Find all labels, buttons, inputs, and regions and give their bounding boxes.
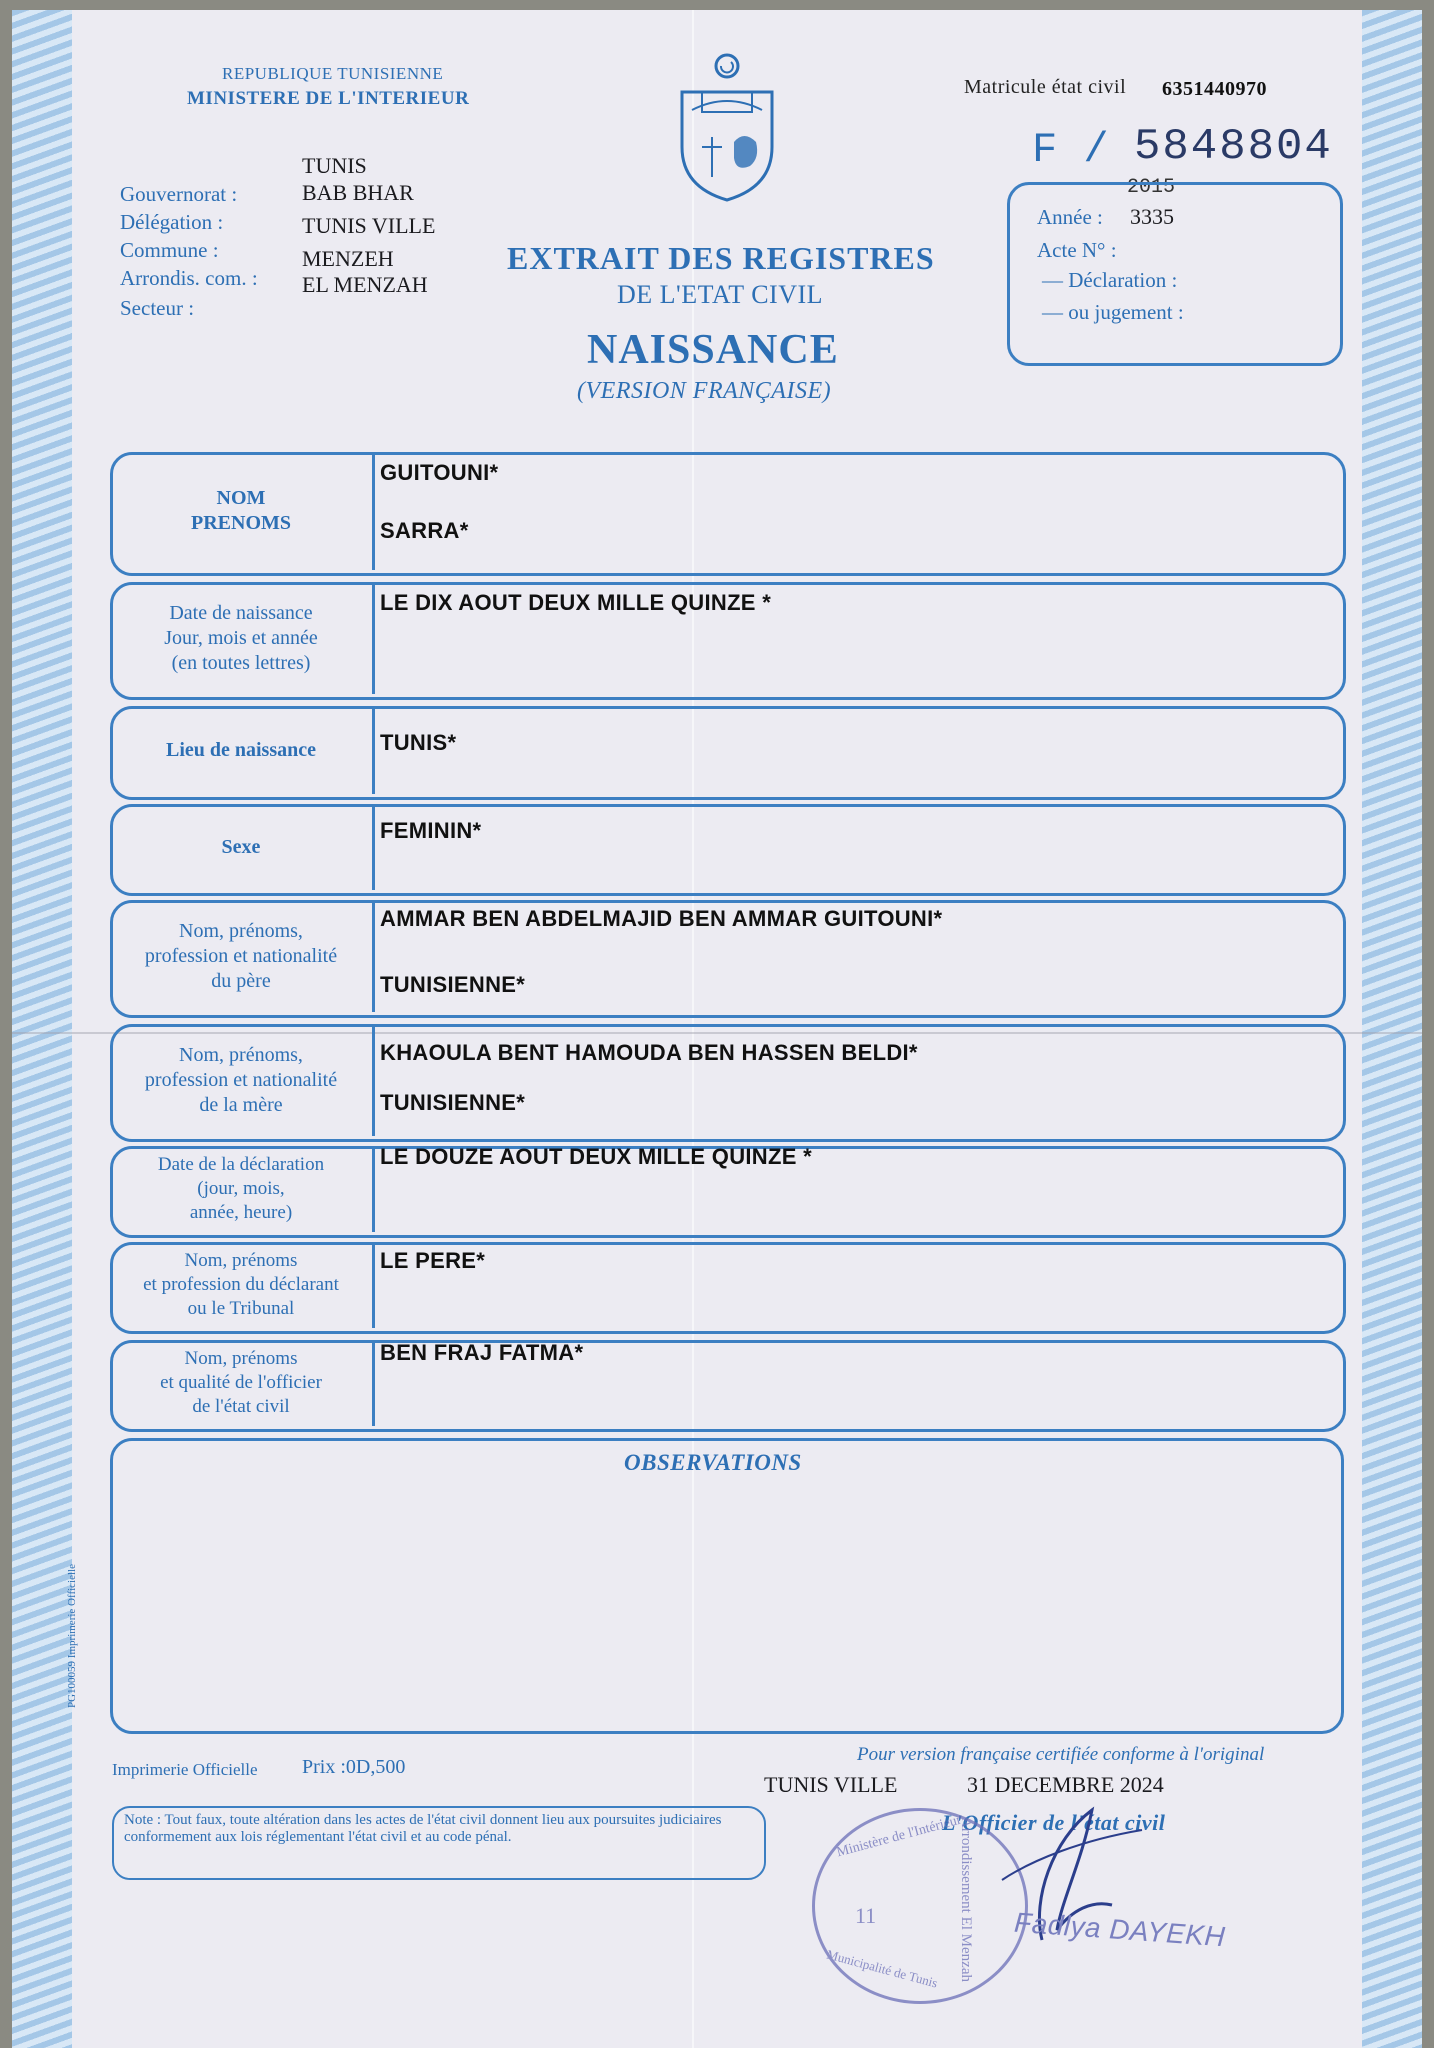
label-declarant: Nom, prénoms et profession du déclarant ou le Tribunal bbox=[110, 1242, 375, 1328]
value-pere-nationalite: TUNISIENNE* bbox=[380, 972, 526, 997]
gouvernorat-value: BAB BHAR bbox=[302, 180, 414, 205]
jugement-label: — ou jugement : bbox=[1042, 300, 1184, 324]
delegation-label: Délégation : bbox=[120, 210, 224, 234]
label-officier: Nom, prénoms et qualité de l'officier de l'état civil bbox=[110, 1340, 375, 1426]
issue-place: TUNIS VILLE bbox=[764, 1772, 898, 1797]
value-declarant: LE PERE* bbox=[380, 1248, 486, 1273]
annee-label: Année : bbox=[1037, 205, 1103, 229]
title-version: (VERSION FRANÇAISE) bbox=[577, 378, 832, 404]
acte-year-printed: 2015 bbox=[1127, 176, 1176, 199]
title-etat-civil: DE L'ETAT CIVIL bbox=[617, 280, 824, 309]
civil-registry-document bbox=[12, 10, 1422, 2048]
value-lieu-naissance: TUNIS* bbox=[380, 730, 457, 755]
label-pere: Nom, prénoms, profession et nationalité du père bbox=[110, 900, 375, 1012]
republic-header: REPUBLIQUE TUNISIENNE bbox=[222, 64, 444, 83]
city-value: TUNIS bbox=[302, 153, 367, 178]
label-mere: Nom, prénoms, profession et nationalité de la mère bbox=[110, 1024, 375, 1136]
issue-date: 31 DECEMBRE 2024 bbox=[967, 1772, 1164, 1797]
label-date-declaration: Date de la déclaration (jour, mois, année, heure) bbox=[110, 1146, 375, 1232]
observations-box bbox=[110, 1438, 1344, 1734]
serial-prefix: F / bbox=[1032, 126, 1110, 174]
certified-text: Pour version française certifiée conforme à l'original bbox=[857, 1744, 1265, 1765]
value-officier: BEN FRAJ FATMA* bbox=[380, 1340, 584, 1365]
price: Prix :0D,500 bbox=[302, 1756, 406, 1778]
value-date-declaration: LE DOUZE AOUT DEUX MILLE QUINZE * bbox=[380, 1144, 812, 1169]
label-lieu-naissance: Lieu de naissance bbox=[110, 706, 375, 794]
label-sexe: Sexe bbox=[110, 804, 375, 890]
value-sexe: FEMININ* bbox=[380, 818, 482, 843]
matricule-label: Matricule état civil bbox=[964, 76, 1127, 98]
stamp-line-4: 11 bbox=[855, 1903, 877, 1928]
commune-value: MENZEH bbox=[302, 246, 394, 271]
value-prenoms: SARRA* bbox=[380, 518, 469, 543]
gouvernorat-label: Gouvernorat : bbox=[120, 182, 238, 206]
acte-number-label: Acte N° : bbox=[1037, 238, 1117, 262]
title-naissance: NAISSANCE bbox=[587, 327, 839, 373]
delegation-value: TUNIS VILLE bbox=[302, 213, 436, 238]
annee-value: 3335 bbox=[1130, 204, 1174, 229]
label-nom-prenoms: NOM PRENOMS bbox=[110, 452, 375, 570]
decorative-border-right bbox=[1362, 10, 1422, 2048]
tunisia-coat-of-arms-icon bbox=[672, 52, 782, 202]
stamp-line-1: Ministère de l'Intérieur bbox=[835, 1812, 964, 1861]
legal-note: Note : Tout faux, toute altération dans les actes de l'état civil donnent lieu aux poursuites judiciaires conformement aux lois réglementant l'état civil et au code pénal. bbox=[124, 1812, 722, 1846]
decorative-border-left bbox=[12, 10, 72, 2048]
title-extrait: EXTRAIT DES REGISTRES bbox=[507, 240, 935, 276]
commune-label: Commune : bbox=[120, 238, 219, 262]
value-mere-nationalite: TUNISIENNE* bbox=[380, 1090, 526, 1115]
printer-label: Imprimerie Officielle bbox=[112, 1760, 258, 1779]
value-mere-nom: KHAOULA BENT HAMOUDA BEN HASSEN BELDI* bbox=[380, 1040, 918, 1065]
declaration-label: — Déclaration : bbox=[1042, 268, 1178, 292]
arrondis-label: Arrondis. com. : bbox=[120, 266, 258, 290]
officer-label: L'Officier de l'état civil bbox=[942, 1810, 1166, 1835]
officer-name: Fadlya DAYEKH bbox=[1013, 1906, 1227, 1953]
arrondis-value: EL MENZAH bbox=[302, 272, 428, 297]
matricule-value: 6351440970 bbox=[1162, 78, 1267, 100]
observations-title: OBSERVATIONS bbox=[624, 1450, 802, 1475]
value-date-naissance: LE DIX AOUT DEUX MILLE QUINZE * bbox=[380, 590, 772, 615]
stamp-line-2: Municipalité de Tunis bbox=[825, 1946, 940, 1991]
label-date-naissance: Date de naissance Jour, mois et année (en toutes lettres) bbox=[110, 582, 375, 694]
secteur-label: Secteur : bbox=[120, 296, 195, 320]
serial-number: 5848804 bbox=[1134, 122, 1333, 172]
value-pere-nom: AMMAR BEN ABDELMAJID BEN AMMAR GUITOUNI* bbox=[380, 906, 943, 931]
ministry-header: MINISTERE DE L'INTERIEUR bbox=[187, 88, 470, 109]
stamp-line-3: Arrondissement El Menzah bbox=[957, 1817, 974, 1982]
printer-code: PG100059 Imprimerie Officielle bbox=[66, 1564, 78, 1708]
value-nom: GUITOUNI* bbox=[380, 460, 499, 485]
